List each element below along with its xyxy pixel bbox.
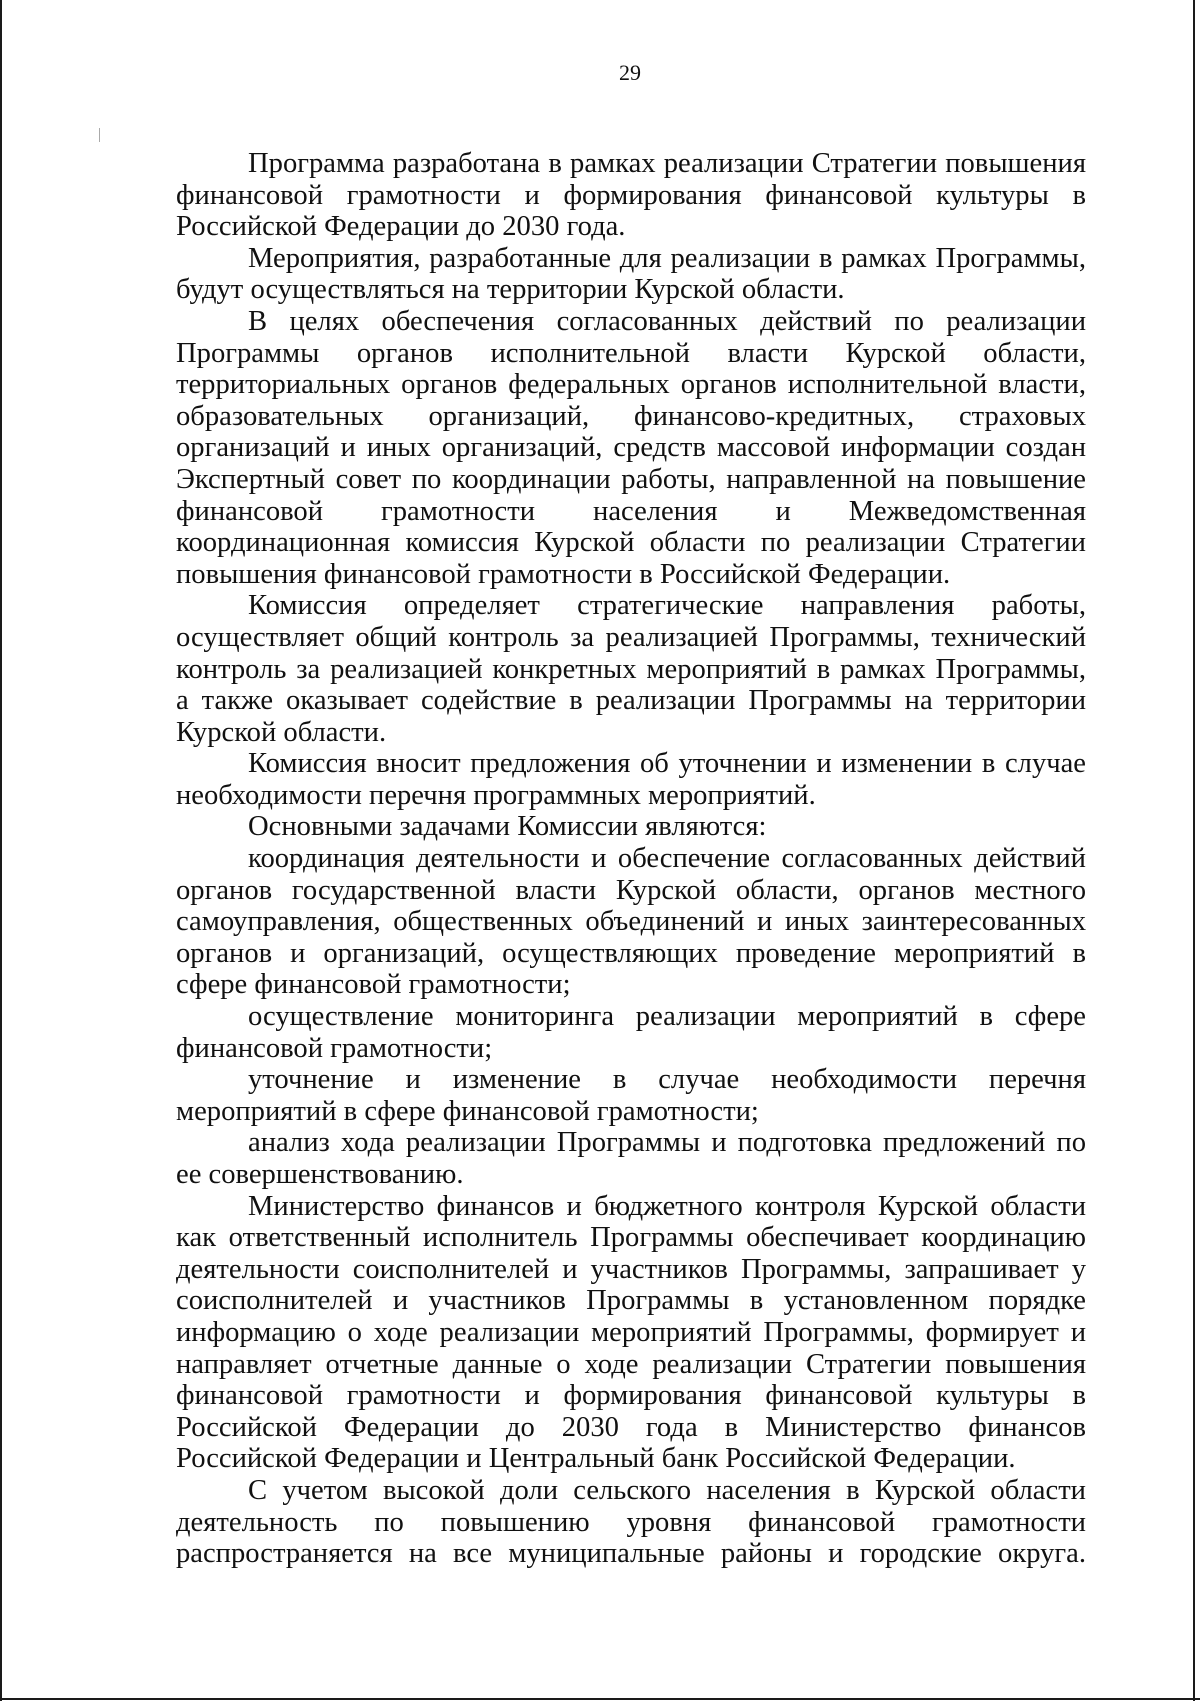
paragraph-rural-population: С учетом высокой доли сельского населения в Курской области деятельность по повышению уровня финансовой грамотности распространяется на все муниципальные районы и городские округа. — [176, 1474, 1086, 1570]
paragraph-expert-council: В целях обеспечения согласованных действий по реализации Программы органов исполнительной власти Курской области, территориальных органов федеральных органов исполнительной власти, образовательных организаций, финансово-кредитных, страховых организаций и иных организаций, средств массовой информации создан Экспертный совет по координации работы, направленной на повышение финансовой грамотности населения и Межведомственная координационная комиссия Курской области по реализации Стратегии повышения финансовой грамотности в Российской Федерации. — [176, 305, 1086, 590]
page-number: 29 — [619, 60, 641, 85]
paragraph-territory: Мероприятия, разработанные для реализации в рамках Программы, будут осуществляться на территории Курской области. — [176, 242, 1086, 306]
list-item-analysis: анализ хода реализации Программы и подготовка предложений по ее совершенствованию. — [176, 1127, 1086, 1190]
list-item-clarification: уточнение и изменение в случае необходимости перечня мероприятий в сфере финансовой грамотности; — [176, 1064, 1086, 1127]
paragraph-strategy-intro: Программа разработана в рамках реализации Стратегии повышения финансовой грамотности и формирования финансовой культуры в Российской Федерации до 2030 года. — [176, 148, 1086, 243]
paragraph-commission-tasks-heading: Основными задачами Комиссии являются: — [248, 811, 767, 843]
scan-border-bottom — [0, 1698, 1200, 1700]
paragraph-commission-functions: Комиссия определяет стратегические направления работы, осуществляет общий контроль за реализацией Программы, технический контроль за реализацией конкретных мероприятий в рамках Программы, а также оказывает содействие в реализации Программы на территории Курской области. — [176, 590, 1086, 748]
paragraph-ministry-role: Министерство финансов и бюджетного контроля Курской области как ответственный исполнитель Программы обеспечивает координацию деятельности соисполнителей и участников Программы, запрашивает у соисполнителей и участников Программы в установленном порядке информацию о ходе реализации мероприятий Программы, формирует и направляет отчетные данные о ходе реализации Стратегии повышения финансовой грамотности и формирования финансовой культуры в Российской Федерации до 2030 года в Министерство финансов Российской Федерации и Центральный банк Российской Федерации. — [176, 1190, 1086, 1475]
list-item-monitoring: осуществление мониторинга реализации мероприятий в сфере финансовой грамотности; — [176, 1001, 1086, 1064]
paragraph-commission-proposals: Комиссия вносит предложения об уточнении и изменении в случае необходимости перечня программных мероприятий. — [176, 748, 1086, 811]
list-item-coordination: координация деятельности и обеспечение согласованных действий органов государственной власти Курской области, органов местного самоуправления, общественных объединений и иных заинтересованных органов и организаций, осуществляющих проведение мероприятий в сфере финансовой грамотности; — [176, 843, 1086, 1001]
scan-margin-mark — [99, 128, 100, 142]
document-body — [176, 148, 1086, 1570]
scan-border-left — [0, 0, 2, 1701]
scan-border-right — [1193, 0, 1195, 1701]
